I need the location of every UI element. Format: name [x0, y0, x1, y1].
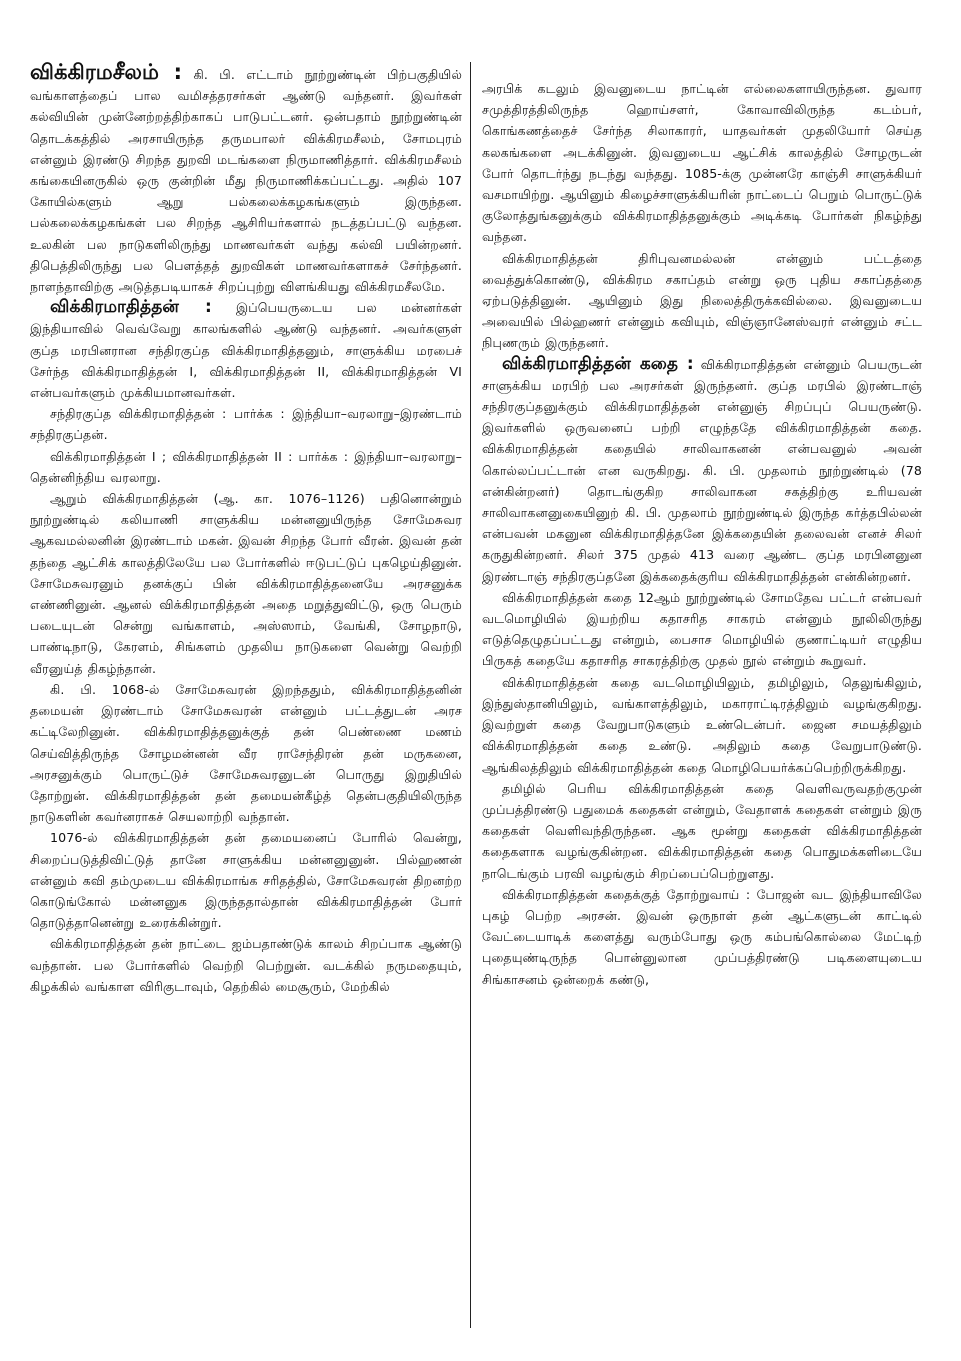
text-vikramaditya-story: விக்கிரமாதித்தன் என்னும் பெயருடன் சாளுக்கிய மரபிற் பல அரசர்கள் இருந்தனர். குப்த மரபில் இரண்டாஞ் சந்திரகுப்தனுக்கும் விக்கிரமாதித்தன் என்னுஞ் சிறப்புப் பெயருண்டு. இவர்களில் ஒருவனைப் பற்றி எழுந்ததே விக்கிரமாதித்தன் கதை. விக்கிரமாதித்தன் கதையில் சாலிவாகனன் என்பவனுல் அவன் கொல்லப்பட்டான் என வருகிறது. கி. பி. முதலாம் நூற்றுண்டில் (78 என்கின்றனர்) தொடங்குகிற சாலிவாகன சகத்திற்கு உரியவன் சாலிவாகனனுகையினுற் கி. பி. முதலாம் நூற்றுண்டில் இருந்த கர்த்தபில்லன் என்பவன் மகனுன விக்கிரமாதித்தனே இக்கதையின் தலைவன் எனச் சிலர் கருதுகின்றனர். சிலர் 375 முதல் 413 வரை ஆண்ட குப்த மரபினனுன இரண்டாஞ் சந்திரகுப்தனே இக்கதைக்குரிய விக்கிரமாதித்தன் என்கின்றனர். — [482, 356, 922, 584]
paragraph-1076: 1076-ல் விக்கிரமாதித்தன் தன் தமையனைப் போரில் வென்று, சிறைப்படுத்திவிட்டுத் தானே சாளுக்கிய மன்னனுனுன். பில்ஹணன் என்னும் கவி தம்முடைய விக்கிரமாங்க சரிதத்தில், சோமேசுவரன் திறனற்ற கொடுங்கோல் மன்னனுக இருந்ததால்தான் விக்கிரமாதித்தன் போர் தொடுத்தானென்று உரைக்கின்றுர். — [30, 830, 462, 931]
right-column — [482, 78, 922, 990]
paragraph-1068: கி. பி. 1068-ல் சோமேசுவரன் இறந்ததும், விக்கிரமாதித்தனின் தமையன் இரண்டாம் சோமேசுவரன் என்னும் பட்டத்துடன் அரச கட்டிலேறினுன். விக்கிரமாதித்தனுக்குத் தன் பெண்ணை மணம் செய்வித்திருந்த சோழமன்னன் வீர ராசேந்திரன் தன் மருகனை, அரசனுக்கும் பொருட்டுச் சோமேசுவரனுடன் பொருது இறுதியில் தோற்றுன். விக்கிரமாதித்தன் தன் தமையன்கீழ்த் தென்பகுதியிலிருந்த நாடுகளின் கவர்னராகச் செயலாற்றி வந்தான். — [30, 681, 462, 825]
heading-vikramaditya: விக்கிரமாதித்தன் : — [50, 297, 212, 318]
left-column — [30, 62, 462, 997]
heading-vikramashila: விக்கிரமசீலம் : — [30, 60, 183, 84]
paragraph-vikramaditya-1-2-ref: விக்கிரமாதித்தன் I ; விக்கிரமாதித்தன் II : பார்க்க : இந்தியா–வரலாறு–தென்னிந்திய வரலாறு. — [30, 448, 462, 485]
paragraph-story-origin: விக்கிரமாதித்தன் கதைக்குத் தோற்றுவாய் : போஜன் வட இந்தியாவிலே புகழ் பெற்ற அரசன். இவன் ஒருநாள் தன் ஆட்களுடன் காட்டில் வேட்டையாடிக் களைத்து வரும்போது ஒரு கம்பங்கொல்லை மேட்டிற் புதையுண்டிருந்த பொன்னுலான முப்பத்திரண்டு படிகளையுடைய சிங்காசனம் ஒன்றைக் கண்டு, — [482, 886, 922, 987]
paragraph-borders: அரபிக் கடலும் இவனுடைய நாட்டின் எல்லைகளாயிருந்தன. துவார சமுத்திரத்திலிருந்த ஹொய்சளர், கோவாவிலிருந்த கடம்பர், கொங்கணத்தைச் சேர்ந்த சிலாகாரர், யாதவர்கள் முதலியோர் செய்த கலகங்களை அடக்கினுன். இவனுடைய ஆட்சிக் காலத்தில் சோழருடன் போர் தொடர்ந்து நடந்து வந்தது. 1085-க்கு முன்னரே காஞ்சி சாளுக்கியர் வசமாயிற்று. ஆயினும் கிழைச்சாளுக்கியரின் நாட்டைப் பெறும் பொருட்டுக் குலோத்துங்கனுக்கும் விக்கிரமாதித்தனுக்கும் அடிக்கடி போர்கள் நிகழ்ந்து வந்தன. — [482, 81, 922, 245]
text-vikramaditya-intro: இப்பெயருடைய பல மன்னர்கள் இந்தியாவில் வெவ்வேறு காலங்களில் ஆண்டு வந்தனர். அவர்களுள் குப்த மரபினரான சந்திரகுப்த விக்கிரமாதித்தனும், சாளுக்கிய மரபைச் சேர்ந்த விக்கிரமாதித்தன் I, விக்கிரமாதித்தன் II, விக்கிரமாதித்தன் VI என்பவர்களும் முக்கியமானவர்கள். — [30, 300, 462, 401]
paragraph-tamil-versions: தமிழில் பெரிய விக்கிரமாதித்தன் கதை வெளிவருவதற்குமுன் முப்பத்திரண்டு பதுமைக் கதைகள் என்றும், வேதாளக் கதைகள் என்றும் இரு கதைகள் வெளிவந்திருந்தன. ஆக மூன்று கதைகள் விக்கிரமாதித்தன் கதைகளாக வழங்குகின்றன. விக்கிரமாதித்தன் கதை பொதுமக்களிடையே நாடெங்கும் பரவி வழங்கும் சிறப்பைப்பெற்றுளது. — [482, 780, 922, 881]
paragraph-fifty-years: விக்கிரமாதித்தன் தன் நாட்டை ஐம்பதாண்டுக் காலம் சிறப்பாக ஆண்டு வந்தான். பல போர்களில் வெற்றி பெற்றுன். வடக்கில் நருமதையும், கிழக்கில் வங்காள விரிகுடாவும், தெற்கில் மைசூரும், மேற்கில் — [30, 936, 462, 994]
heading-vikramaditya-story: விக்கிரமாதித்தன் கதை : — [502, 353, 694, 374]
paragraph-vikramaditya-6: ஆறும் விக்கிரமாதித்தன் (ஆ. கா. 1076–1126) பதினொன்றும் நூற்றுண்டில் கலியாணி சாளுக்கிய மன்னனுயிருந்த சோமேசுவர ஆகவமல்லனின் இரண்டாம் மகன். இவன் சிறந்த போர் வீரன். இவன் தன் தந்தை ஆட்சிக் காலத்திலேயே பல போர்களில் ஈடுபட்டுப் புகழெய்தினுன். சோமேசுவரனும் தனக்குப் பின் விக்கிரமாதித்தனையே அரசனுக்க எண்ணினுன். ஆனல் விக்கிரமாதித்தன் அதை மறுத்துவிட்டு, ஒரு பெரும் படையுடன் சென்று வங்காளம், அஸ்ஸாம், வேங்கி, சோழநாடு, பாண்டிநாடு, கேரளம், சிங்களம் முதலிய நாடுகளை வென்று வெற்றி வீரனுய்த் திகழ்ந்தான். — [30, 491, 462, 676]
text-vikramashila: கி. பி. எட்டாம் நூற்றுண்டின் பிற்பகுதியில் வங்காளத்தைப் பால வமிசத்தரசர்கள் ஆண்டு வந்தனர். இவர்கள் கல்வியின் முன்னேற்றத்திற்காகப் பாடுபட்டனர். ஒன்பதாம் நூற்றுண்டின் தொடக்கத்தில் அரசாயிருந்த தருமபாலர் விக்கிரமசீலம், சோமபுரம் என்னும் இரண்டு சிறந்த துறவி மடங்களை நிருமாணித்தார். விக்கிரமசீலம் கங்கையினருகில் ஒரு குன்றின் மீது நிருமாணிக்கப்பட்டது. அதில் 107 கோயில்களும் ஆறு பல்கலைக்கழகங்களும் இருந்தன. பல்கலைக்கழகங்கள் பல சிறந்த ஆசிரியர்களால் நடத்தப்பட்டு வந்தன. உலகின் பல நாடுகளிலிருந்து மாணவர்கள் வந்து கல்வி பயின்றனர். திபெத்திலிருந்து பல பௌத்தத் துறவிகள் மாணவர்களாகச் சேர்ந்தனர். நாளந்தாவிற்கு அடுத்தபடியாகச் சிறப்புற்று விளங்கியது விக்கிரமசீலமே. — [30, 67, 463, 295]
paragraph-chandragupta-ref: சந்திரகுப்த விக்கிரமாதித்தன் : பார்க்க : இந்தியா–வரலாறு–இரண்டாம் சந்திரகுப்தன். — [30, 406, 462, 443]
paragraph-vikramaditya-intro — [30, 297, 462, 403]
column-divider — [470, 62, 471, 1328]
paragraph-vikramaditya-story — [482, 354, 922, 587]
paragraph-tribhuvanamalla: விக்கிரமாதித்தன் திரிபுவனமல்லன் என்னும் பட்டத்தை வைத்துக்கொண்டு, விக்கிரம சகாப்தம் என்று ஒரு புதிய சகாப்தத்தை ஏற்படுத்தினுன். ஆயினும் இது நிலைத்திருக்கவில்லை. இவனுடைய அவையில் பில்ஹணர் என்னும் கவியும், விஞ்ஞானேஸ்வரர் என்னும் சட்ட நிபுணரும் இருந்தனர். — [482, 250, 922, 351]
paragraph-kathasaritsagara: விக்கிரமாதித்தன் கதை 12ஆம் நூற்றுண்டில் சோமதேவ பட்டர் என்பவர் வடமொழியில் இயற்றிய கதாசரித சாகரம் என்னும் நூலிலிருந்து எடுத்தெழுதப்பட்டது என்றும், பைசாச மொழியில் குணாட்டியர் எழுதிய பிருகத் கதையே கதாசரித சாகரத்திற்கு முதல் நூல் என்றும் கூறுவர். — [482, 589, 922, 669]
paragraph-vikramashila — [30, 62, 462, 297]
paragraph-languages: விக்கிரமாதித்தன் கதை வடமொழியிலும், தமிழிலும், தெலுங்கிலும், இந்துஸ்தானியிலும், வங்காளத்திலும், மகாராட்டிரத்திலும் வழங்குகிறது. இவற்றுள் கதை வேறுபாடுகளும் உண்டென்பர். ஜைன சமயத்திலும் விக்கிரமாதித்தன் கதை உண்டு. அதிலும் கதை வேறுபாடுண்டு. ஆங்கிலத்திலும் விக்கிரமாதித்தன் கதை மொழிபெயர்க்கப்பெற்றிருக்கிறது. — [482, 674, 922, 775]
